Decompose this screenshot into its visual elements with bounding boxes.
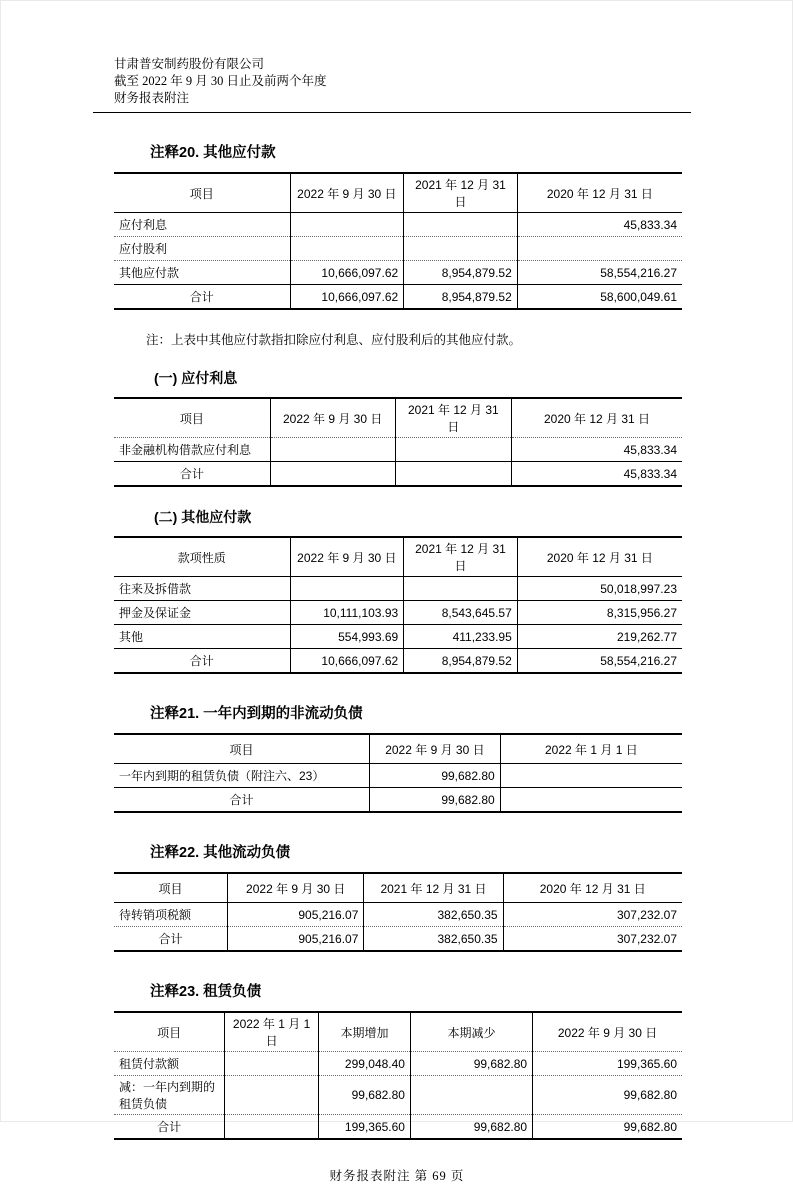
- column-header: 项目: [114, 398, 270, 438]
- row-label-cell: 合计: [157, 1120, 182, 1134]
- value-cell: 10,111,103.93: [290, 601, 404, 625]
- total-row: [114, 285, 682, 310]
- value-cell: 382,650.35: [364, 903, 503, 927]
- column-header: 2022 年 9 月 30 日: [290, 537, 404, 577]
- value-cell: 45,833.34: [517, 213, 682, 237]
- value-cell: 58,600,049.61: [517, 285, 682, 310]
- column-header: 本期增加: [318, 1012, 410, 1052]
- total-row: [114, 788, 682, 813]
- column-header: 项目: [114, 1012, 225, 1052]
- doc-title: 财务报表附注: [114, 91, 190, 105]
- value-cell: [404, 577, 518, 601]
- value-cell: [500, 788, 682, 813]
- value-cell: 10,666,097.62: [290, 285, 404, 310]
- header-row: [114, 537, 682, 577]
- header-row: [114, 873, 682, 903]
- noncurrent-liabilities-due-table: [114, 733, 682, 813]
- column-header: 2021 年 12 月 31 日: [404, 173, 518, 213]
- row-label-cell: 非金融机构借款应付利息: [114, 438, 270, 462]
- value-cell: 99,682.80: [410, 1115, 532, 1140]
- value-cell: 299,048.40: [318, 1052, 410, 1076]
- value-cell: [225, 1076, 319, 1115]
- lease-liabilities-table: [114, 1011, 682, 1140]
- row-label-cell: 合计: [189, 654, 214, 668]
- value-cell: 307,232.07: [503, 927, 682, 952]
- page-footer: 财务报表附注 第 69 页: [329, 1169, 465, 1183]
- table-row: [114, 577, 682, 601]
- value-cell: 8,543,645.57: [404, 601, 518, 625]
- value-cell: 99,682.80: [370, 788, 501, 813]
- note21-heading: 注释21. 一年内到期的非流动负债: [150, 706, 363, 722]
- value-cell: 199,365.60: [533, 1052, 682, 1076]
- value-cell: 99,682.80: [410, 1052, 532, 1076]
- column-header: 2020 年 12 月 31 日: [512, 398, 682, 438]
- column-header: 2021 年 12 月 31 日: [364, 873, 503, 903]
- header-row: [114, 1012, 682, 1052]
- value-cell: [270, 438, 395, 462]
- header-rule: [93, 112, 691, 113]
- page-header: [114, 56, 680, 107]
- note20-heading: 注释20. 其他应付款: [150, 145, 276, 161]
- table-row: [114, 213, 682, 237]
- table-row: [114, 261, 682, 285]
- table-row: [114, 237, 682, 261]
- row-label-cell: 减：一年内到期的租赁负债: [114, 1076, 225, 1115]
- value-cell: [404, 237, 518, 261]
- row-label-cell: 应付股利: [114, 237, 290, 261]
- row-label-cell: 合计: [189, 290, 214, 304]
- value-cell: 10,666,097.62: [290, 261, 404, 285]
- value-cell: 99,682.80: [533, 1076, 682, 1115]
- value-cell: 8,315,956.27: [517, 601, 682, 625]
- total-row: [114, 649, 682, 674]
- column-header: 2022 年 9 月 30 日: [228, 873, 364, 903]
- row-label-cell: 合计: [179, 467, 204, 481]
- header-row: [114, 398, 682, 438]
- value-cell: [404, 213, 518, 237]
- value-cell: 99,682.80: [533, 1115, 682, 1140]
- note20-remark: 注：上表中其他应付款指扣除应付利息、应付股利后的其他应付款。: [146, 333, 522, 347]
- value-cell: [410, 1076, 532, 1115]
- value-cell: 10,666,097.62: [290, 649, 404, 674]
- column-header: 项目: [114, 173, 290, 213]
- total-row: [114, 1115, 682, 1140]
- value-cell: 58,554,216.27: [517, 649, 682, 674]
- column-header: 2022 年 9 月 30 日: [370, 734, 501, 764]
- value-cell: [225, 1115, 319, 1140]
- table-row: [114, 764, 682, 788]
- value-cell: [290, 213, 404, 237]
- column-header: 2022 年 1 月 1 日: [225, 1012, 319, 1052]
- value-cell: 50,018,997.23: [517, 577, 682, 601]
- column-header: 2020 年 12 月 31 日: [517, 173, 682, 213]
- table-row: [114, 601, 682, 625]
- row-label-cell: 应付利息: [114, 213, 290, 237]
- column-header: 2020 年 12 月 31 日: [503, 873, 682, 903]
- value-cell: 45,833.34: [512, 462, 682, 487]
- table-row: [114, 625, 682, 649]
- note20-1-heading: (一) 应付利息: [154, 370, 238, 386]
- column-header: 2022 年 1 月 1 日: [500, 734, 682, 764]
- value-cell: 8,954,879.52: [404, 285, 518, 310]
- value-cell: [395, 462, 511, 487]
- value-cell: 99,682.80: [370, 764, 501, 788]
- column-header: 2021 年 12 月 31 日: [395, 398, 511, 438]
- row-label-cell: 往来及拆借款: [114, 577, 290, 601]
- value-cell: [290, 237, 404, 261]
- column-header: 2022 年 9 月 30 日: [290, 173, 404, 213]
- table-row: [114, 1052, 682, 1076]
- value-cell: 58,554,216.27: [517, 261, 682, 285]
- value-cell: [517, 237, 682, 261]
- value-cell: 8,954,879.52: [404, 261, 518, 285]
- value-cell: 411,233.95: [404, 625, 518, 649]
- column-header: 2021 年 12 月 31 日: [404, 537, 518, 577]
- column-header: 项目: [114, 734, 370, 764]
- value-cell: [290, 577, 404, 601]
- other-current-liabilities-table: [114, 872, 682, 952]
- value-cell: [225, 1052, 319, 1076]
- value-cell: 99,682.80: [318, 1076, 410, 1115]
- value-cell: 905,216.07: [228, 903, 364, 927]
- row-label-cell: 待转销项税额: [114, 903, 228, 927]
- value-cell: 199,365.60: [318, 1115, 410, 1140]
- header-row: [114, 734, 682, 764]
- column-header: 项目: [114, 873, 228, 903]
- table-row: [114, 1076, 682, 1115]
- column-header: 本期减少: [410, 1012, 532, 1052]
- page-content: [1, 1, 792, 1184]
- table-row: [114, 903, 682, 927]
- total-row: [114, 927, 682, 952]
- value-cell: 8,954,879.52: [404, 649, 518, 674]
- row-label-cell: 合计: [229, 793, 254, 807]
- note20-2-heading: (二) 其他应付款: [154, 509, 252, 525]
- note22-heading: 注释22. 其他流动负债: [150, 845, 291, 861]
- note20-table: [114, 172, 682, 310]
- company-name: 甘肃普安制药股份有限公司: [114, 57, 265, 71]
- other-payables-detail-table: [114, 536, 682, 674]
- value-cell: 382,650.35: [364, 927, 503, 952]
- value-cell: 307,232.07: [503, 903, 682, 927]
- column-header: 2020 年 12 月 31 日: [517, 537, 682, 577]
- value-cell: 45,833.34: [512, 438, 682, 462]
- value-cell: [500, 764, 682, 788]
- value-cell: 554,993.69: [290, 625, 404, 649]
- row-label-cell: 其他应付款: [114, 261, 290, 285]
- note23-heading: 注释23. 租赁负债: [150, 984, 262, 1000]
- row-label-cell: 一年内到期的租赁负债（附注六、23）: [114, 764, 370, 788]
- value-cell: 905,216.07: [228, 927, 364, 952]
- column-header: 2022 年 9 月 30 日: [533, 1012, 682, 1052]
- report-period: 截至 2022 年 9 月 30 日止及前两个年度: [114, 74, 327, 88]
- interest-payable-table: [114, 397, 682, 487]
- table-row: [114, 438, 682, 462]
- total-row: [114, 462, 682, 487]
- row-label-cell: 押金及保证金: [114, 601, 290, 625]
- column-header: 2022 年 9 月 30 日: [270, 398, 395, 438]
- column-header: 款项性质: [114, 537, 290, 577]
- row-label-cell: 租赁付款额: [114, 1052, 225, 1076]
- row-label-cell: 合计: [158, 932, 183, 946]
- value-cell: [270, 462, 395, 487]
- value-cell: [395, 438, 511, 462]
- value-cell: 219,262.77: [517, 625, 682, 649]
- row-label-cell: 其他: [114, 625, 290, 649]
- header-row: [114, 173, 682, 213]
